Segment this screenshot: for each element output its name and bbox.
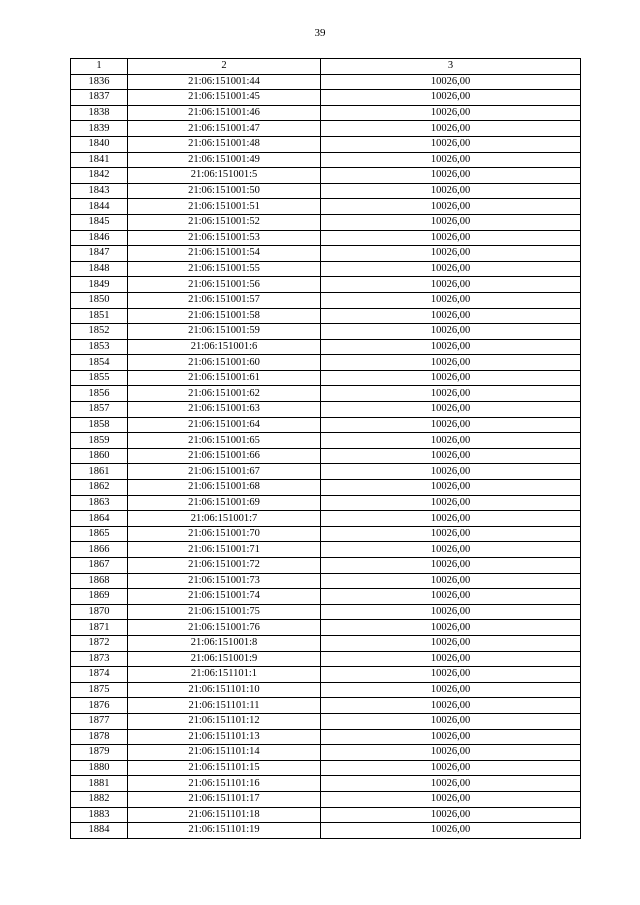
cadastral-number-cell: 21:06:151101:11 [128,698,321,714]
row-number-cell: 1838 [71,105,128,121]
row-number-cell: 1867 [71,558,128,574]
cadastral-number-cell: 21:06:151001:47 [128,121,321,137]
row-number-cell: 1852 [71,324,128,340]
table-row [71,620,581,636]
row-number-cell: 1868 [71,573,128,589]
area-value-cell: 10026,00 [321,558,581,574]
table-row [71,729,581,745]
area-value-cell: 10026,00 [321,168,581,184]
table-row [71,713,581,729]
table-row [71,417,581,433]
cadastral-number-cell: 21:06:151001:50 [128,183,321,199]
table-row [71,542,581,558]
table-row [71,511,581,527]
table-row [71,121,581,137]
row-number-cell: 1881 [71,776,128,792]
area-value-cell: 10026,00 [321,480,581,496]
row-number-cell: 1865 [71,526,128,542]
table-row [71,402,581,418]
table-row [71,776,581,792]
area-value-cell: 10026,00 [321,292,581,308]
cadastral-number-cell: 21:06:151001:72 [128,558,321,574]
column-header-3: 3 [321,59,581,75]
area-value-cell: 10026,00 [321,760,581,776]
table-row [71,370,581,386]
area-value-cell: 10026,00 [321,698,581,714]
row-number-cell: 1854 [71,355,128,371]
cadastral-number-cell: 21:06:151001:56 [128,277,321,293]
cadastral-number-cell: 21:06:151001:71 [128,542,321,558]
table-row [71,573,581,589]
table-row [71,651,581,667]
cadastral-number-cell: 21:06:151001:75 [128,604,321,620]
row-number-cell: 1870 [71,604,128,620]
cadastral-number-cell: 21:06:151001:59 [128,324,321,340]
row-number-cell: 1872 [71,635,128,651]
cadastral-number-cell: 21:06:151101:17 [128,791,321,807]
row-number-cell: 1847 [71,246,128,262]
table-row [71,168,581,184]
cadastral-number-cell: 21:06:151001:55 [128,261,321,277]
cadastral-number-cell: 21:06:151001:60 [128,355,321,371]
area-value-cell: 10026,00 [321,386,581,402]
area-value-cell: 10026,00 [321,620,581,636]
table-row [71,760,581,776]
row-number-cell: 1877 [71,713,128,729]
cadastral-number-cell: 21:06:151001:53 [128,230,321,246]
table-header [71,59,581,75]
cadastral-number-cell: 21:06:151101:14 [128,745,321,761]
cadastral-number-cell: 21:06:151001:64 [128,417,321,433]
area-value-cell: 10026,00 [321,121,581,137]
cadastral-number-cell: 21:06:151001:48 [128,136,321,152]
row-number-cell: 1874 [71,667,128,683]
area-value-cell: 10026,00 [321,448,581,464]
cadastral-number-cell: 21:06:151001:65 [128,433,321,449]
table-row [71,698,581,714]
table-row [71,433,581,449]
row-number-cell: 1871 [71,620,128,636]
area-value-cell: 10026,00 [321,261,581,277]
row-number-cell: 1883 [71,807,128,823]
table-row [71,480,581,496]
cadastral-number-cell: 21:06:151001:67 [128,464,321,480]
row-number-cell: 1857 [71,402,128,418]
row-number-cell: 1837 [71,90,128,106]
row-number-cell: 1850 [71,292,128,308]
row-number-cell: 1853 [71,339,128,355]
table-row [71,277,581,293]
row-number-cell: 1845 [71,214,128,230]
area-value-cell: 10026,00 [321,682,581,698]
row-number-cell: 1860 [71,448,128,464]
area-value-cell: 10026,00 [321,324,581,340]
cadastral-number-cell: 21:06:151001:7 [128,511,321,527]
cadastral-number-cell: 21:06:151001:70 [128,526,321,542]
cadastral-number-cell: 21:06:151001:51 [128,199,321,215]
cadastral-number-cell: 21:06:151101:16 [128,776,321,792]
row-number-cell: 1836 [71,74,128,90]
area-value-cell: 10026,00 [321,589,581,605]
area-value-cell: 10026,00 [321,308,581,324]
table-row [71,495,581,511]
area-value-cell: 10026,00 [321,105,581,121]
area-value-cell: 10026,00 [321,823,581,839]
row-number-cell: 1859 [71,433,128,449]
cadastral-number-cell: 21:06:151001:73 [128,573,321,589]
cadastral-number-cell: 21:06:151001:44 [128,74,321,90]
row-number-cell: 1876 [71,698,128,714]
cadastral-number-cell: 21:06:151101:15 [128,760,321,776]
cadastral-number-cell: 21:06:151001:45 [128,90,321,106]
cadastral-table [70,58,581,839]
cadastral-number-cell: 21:06:151001:69 [128,495,321,511]
area-value-cell: 10026,00 [321,776,581,792]
column-header-1: 1 [71,59,128,75]
table-row [71,199,581,215]
area-value-cell: 10026,00 [321,526,581,542]
area-value-cell: 10026,00 [321,745,581,761]
cadastral-number-cell: 21:06:151001:46 [128,105,321,121]
row-number-cell: 1873 [71,651,128,667]
header-row [71,59,581,75]
area-value-cell: 10026,00 [321,230,581,246]
area-value-cell: 10026,00 [321,355,581,371]
area-value-cell: 10026,00 [321,667,581,683]
table-row [71,246,581,262]
table-row [71,136,581,152]
area-value-cell: 10026,00 [321,729,581,745]
area-value-cell: 10026,00 [321,433,581,449]
table-row [71,448,581,464]
table-body [71,74,581,838]
table-row [71,230,581,246]
row-number-cell: 1875 [71,682,128,698]
table-row [71,635,581,651]
table-row [71,152,581,168]
table-row [71,745,581,761]
table-row [71,667,581,683]
cadastral-number-cell: 21:06:151001:68 [128,480,321,496]
area-value-cell: 10026,00 [321,791,581,807]
table-row [71,90,581,106]
cadastral-number-cell: 21:06:151101:13 [128,729,321,745]
row-number-cell: 1879 [71,745,128,761]
row-number-cell: 1839 [71,121,128,137]
row-number-cell: 1855 [71,370,128,386]
row-number-cell: 1842 [71,168,128,184]
table-row [71,74,581,90]
area-value-cell: 10026,00 [321,651,581,667]
cadastral-number-cell: 21:06:151001:54 [128,246,321,262]
area-value-cell: 10026,00 [321,152,581,168]
area-value-cell: 10026,00 [321,214,581,230]
area-value-cell: 10026,00 [321,277,581,293]
row-number-cell: 1869 [71,589,128,605]
row-number-cell: 1840 [71,136,128,152]
area-value-cell: 10026,00 [321,246,581,262]
row-number-cell: 1844 [71,199,128,215]
table-row [71,558,581,574]
table-row [71,464,581,480]
row-number-cell: 1864 [71,511,128,527]
area-value-cell: 10026,00 [321,573,581,589]
table-row [71,386,581,402]
row-number-cell: 1866 [71,542,128,558]
cadastral-number-cell: 21:06:151001:57 [128,292,321,308]
area-value-cell: 10026,00 [321,402,581,418]
area-value-cell: 10026,00 [321,464,581,480]
table-row [71,308,581,324]
table-row [71,682,581,698]
area-value-cell: 10026,00 [321,74,581,90]
cadastral-number-cell: 21:06:151101:10 [128,682,321,698]
area-value-cell: 10026,00 [321,604,581,620]
area-value-cell: 10026,00 [321,635,581,651]
area-value-cell: 10026,00 [321,90,581,106]
table-row [71,339,581,355]
row-number-cell: 1861 [71,464,128,480]
cadastral-number-cell: 21:06:151001:5 [128,168,321,184]
area-value-cell: 10026,00 [321,183,581,199]
cadastral-number-cell: 21:06:151001:9 [128,651,321,667]
cadastral-number-cell: 21:06:151101:12 [128,713,321,729]
table-row [71,292,581,308]
table-row [71,214,581,230]
cadastral-number-cell: 21:06:151001:8 [128,635,321,651]
cadastral-number-cell: 21:06:151001:61 [128,370,321,386]
area-value-cell: 10026,00 [321,417,581,433]
area-value-cell: 10026,00 [321,713,581,729]
area-value-cell: 10026,00 [321,542,581,558]
cadastral-number-cell: 21:06:151101:1 [128,667,321,683]
cadastral-number-cell: 21:06:151001:58 [128,308,321,324]
table-row [71,183,581,199]
cadastral-number-cell: 21:06:151001:62 [128,386,321,402]
row-number-cell: 1841 [71,152,128,168]
row-number-cell: 1849 [71,277,128,293]
cadastral-number-cell: 21:06:151001:6 [128,339,321,355]
cadastral-number-cell: 21:06:151001:66 [128,448,321,464]
row-number-cell: 1884 [71,823,128,839]
cadastral-number-cell: 21:06:151001:49 [128,152,321,168]
page-number: 39 [314,27,326,39]
area-value-cell: 10026,00 [321,807,581,823]
row-number-cell: 1878 [71,729,128,745]
area-value-cell: 10026,00 [321,495,581,511]
row-number-cell: 1848 [71,261,128,277]
table-row [71,604,581,620]
table-row [71,261,581,277]
row-number-cell: 1851 [71,308,128,324]
row-number-cell: 1856 [71,386,128,402]
row-number-cell: 1843 [71,183,128,199]
table-row [71,791,581,807]
table-row [71,526,581,542]
row-number-cell: 1882 [71,791,128,807]
cadastral-number-cell: 21:06:151001:74 [128,589,321,605]
cadastral-number-cell: 21:06:151101:19 [128,823,321,839]
area-value-cell: 10026,00 [321,339,581,355]
row-number-cell: 1846 [71,230,128,246]
table-row [71,105,581,121]
cadastral-number-cell: 21:06:151101:18 [128,807,321,823]
cadastral-number-cell: 21:06:151001:52 [128,214,321,230]
table-row [71,823,581,839]
column-header-2: 2 [128,59,321,75]
cadastral-number-cell: 21:06:151001:63 [128,402,321,418]
table-row [71,355,581,371]
area-value-cell: 10026,00 [321,136,581,152]
table-row [71,324,581,340]
row-number-cell: 1858 [71,417,128,433]
area-value-cell: 10026,00 [321,199,581,215]
area-value-cell: 10026,00 [321,370,581,386]
area-value-cell: 10026,00 [321,511,581,527]
row-number-cell: 1863 [71,495,128,511]
cadastral-number-cell: 21:06:151001:76 [128,620,321,636]
table-row [71,589,581,605]
row-number-cell: 1862 [71,480,128,496]
row-number-cell: 1880 [71,760,128,776]
table-row [71,807,581,823]
